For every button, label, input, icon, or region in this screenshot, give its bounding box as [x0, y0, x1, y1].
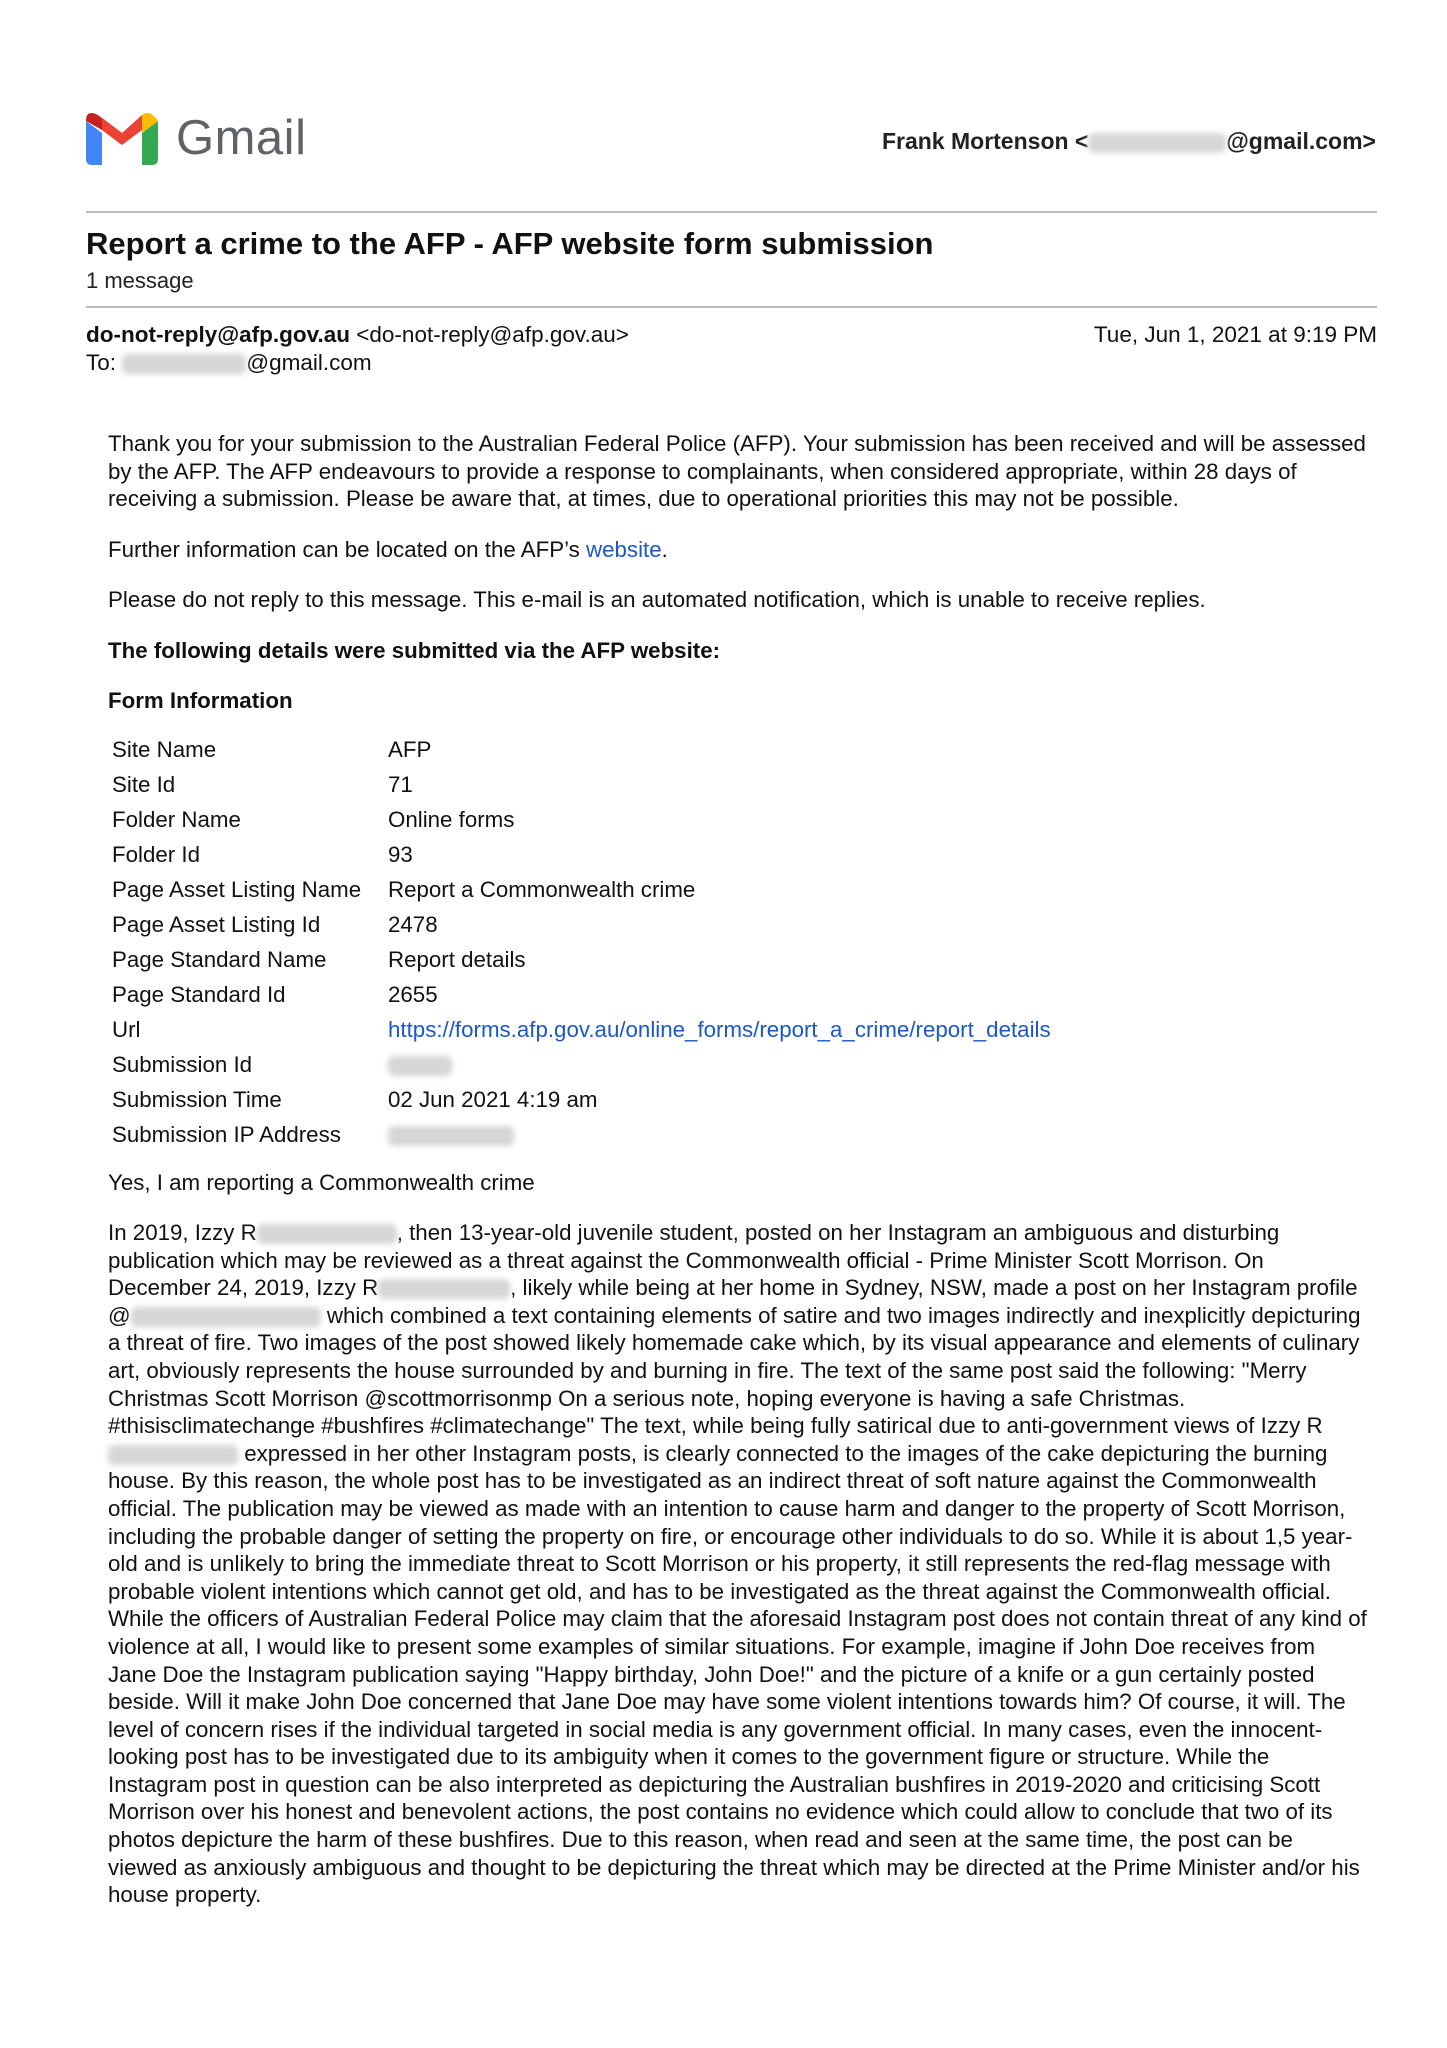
table-row: Page Standard Id 2655 — [112, 982, 438, 1008]
table-row: Submission Time 02 Jun 2021 4:19 am — [112, 1087, 598, 1113]
intro-paragraph: Thank you for your submission to the Australian Federal Police (AFP). Your submission has been received and will be assessed by the AFP. The AFP endeavours to provide a response to complainants, when considered appropriate, within 28 days of receiving a submission. Please be aware that, at times, due to operational priorities this may not be possible. — [108, 431, 1366, 511]
sender-address: do-not-reply@afp.gov.au — [86, 322, 351, 347]
redacted-instagram-handle — [131, 1307, 321, 1327]
table-row: Page Standard Name Report details — [112, 947, 526, 973]
form-info-table — [112, 733, 1051, 1153]
form-url-link[interactable]: https://forms.afp.gov.au/online_forms/report_a_crime/report_details — [388, 1017, 1051, 1043]
to-label: To: — [86, 350, 123, 375]
redacted-surname — [257, 1224, 397, 1244]
message-count: 1 message — [86, 268, 194, 293]
reporting-line: Yes, I am reporting a Commonwealth crime — [108, 1169, 535, 1195]
table-row: Site Name AFP — [112, 737, 432, 763]
table-row: Folder Id 93 — [112, 842, 413, 868]
form-heading: Form Information — [108, 688, 293, 713]
redacted-surname — [378, 1279, 510, 1299]
to-domain: @gmail.com — [246, 350, 372, 375]
account-domain: @gmail.com> — [1226, 128, 1376, 154]
account-name: Frank Mortenson < — [881, 128, 1089, 154]
website-link[interactable]: website — [586, 536, 662, 562]
no-reply-paragraph: Please do not reply to this message. This e-mail is an automated notification, which is unable to receive replies. — [108, 587, 1206, 612]
email-body — [108, 430, 1368, 1932]
redacted-recipient — [122, 354, 246, 374]
email-date: Tue, Jun 1, 2021 at 9:19 PM — [1093, 322, 1377, 347]
account-info — [882, 128, 1376, 155]
gmail-header — [86, 110, 1376, 170]
subject-divider — [86, 306, 1377, 308]
table-row: Submission IP Address — [112, 1118, 1051, 1153]
details-heading: The following details were submitted via the AFP website: — [108, 637, 721, 663]
table-row: Page Asset Listing Id 2478 — [112, 912, 438, 938]
gmail-logo — [86, 110, 306, 166]
table-row: Submission Id — [112, 1048, 1051, 1083]
redacted-ip-address — [388, 1126, 514, 1146]
sender-line — [86, 322, 629, 348]
table-row: Page Asset Listing Name Report a Commonwealth crime — [112, 877, 696, 903]
gmail-logo-text: Gmail — [176, 111, 307, 165]
table-row: Site Id 71 — [112, 772, 413, 798]
info-paragraph: Further information can be located on the AFP’s website. — [108, 536, 668, 562]
table-row: Url https://forms.afp.gov.au/online_forms/report_a_crime/report_details — [112, 1013, 1051, 1048]
recipient-line — [86, 350, 372, 376]
redacted-submission-id — [388, 1056, 452, 1076]
redacted-email — [1088, 133, 1226, 153]
report-narrative: In 2019, Izzy R , then 13-year-old juvenile student, posted on her Instagram an ambiguous and disturbing publication which may be reviewed as a threat against the Commonwealth official - Prime Minister Scott Morrison. On December 24, 2019, Izzy R , likely while being at her home in Sydney, NSW, made a post on her Instagram profile @ which combined a text containing elements of satire and two images indirectly and inexplicitly depicturing a threat of fire. Two images of the post showed likely homemade cake which, by its visual appearance and elements of culinary art, obviously represents the house surrounded by and burning in fire. The text of the same post said the following: "Merry Christmas Scott Morrison @scottmorrisonmp On a serious note, hoping everyone is having a safe Christmas. #thisisclimatechange #bushfires #climatechange" The text, while being fully satirical due to anti-government views of Izzy R expressed in her other Instagram posts, is clearly connected to the images of the cake depicturing the burning house. By this reason, the whole post has to be investigated as an indirect threat of soft nature against the Commonwealth official. The publication may be viewed as made with an intention to cause harm and danger to the property of Scott Morrison, including the probable danger of setting the property on fire, or encourage other individuals to do so. While it is about 1,5 year-old and is unlikely to bring the immediate threat to Scott Morrison or his property, it still represents the red-flag message with probable violent intentions which cannot get old, and has to be investigated as the threat against the Commonwealth official. While the officers of Australian Federal Police may claim that the aforesaid Instagram post does not contain threat of any kind of violence at all, I would like to present some examples of similar situations. For example, imagine if John Doe receives from Jane Doe the Instagram publication saying "Happy birthday, John Doe!" and the picture of a knife or a gun certainly posted beside. Will it make John Doe concerned that Jane Doe may have some violent intentions towards him? Of course, it will. The level of concern rises if the individual targeted in social media is any government official. In many cases, even the innocent-looking post has to be investigated due to its ambiguity when it comes to the government figure or structure. While the Instagram post in question can be also interpreted as depicturing the Australian bushfires in 2019-2020 and criticising Scott Morrison over his honest and benevolent actions, the post contains no evidence which could allow to conclude that two of its photos depicture the harm of these bushfires. Due to this reason, when read and seen at the same time, the post can be viewed as anxiously ambiguous and thought to be depicturing the threat which may be directed at the Prime Minister and/or his house property. — [108, 1220, 1367, 1908]
table-row: Folder Name Online forms — [112, 807, 515, 833]
email-subject: Report a crime to the AFP - AFP website form submission — [86, 226, 934, 261]
redacted-surname — [108, 1445, 238, 1465]
sender-full: <do-not-reply@afp.gov.au> — [350, 322, 629, 347]
header-divider — [86, 211, 1377, 213]
gmail-m-icon — [86, 111, 158, 165]
